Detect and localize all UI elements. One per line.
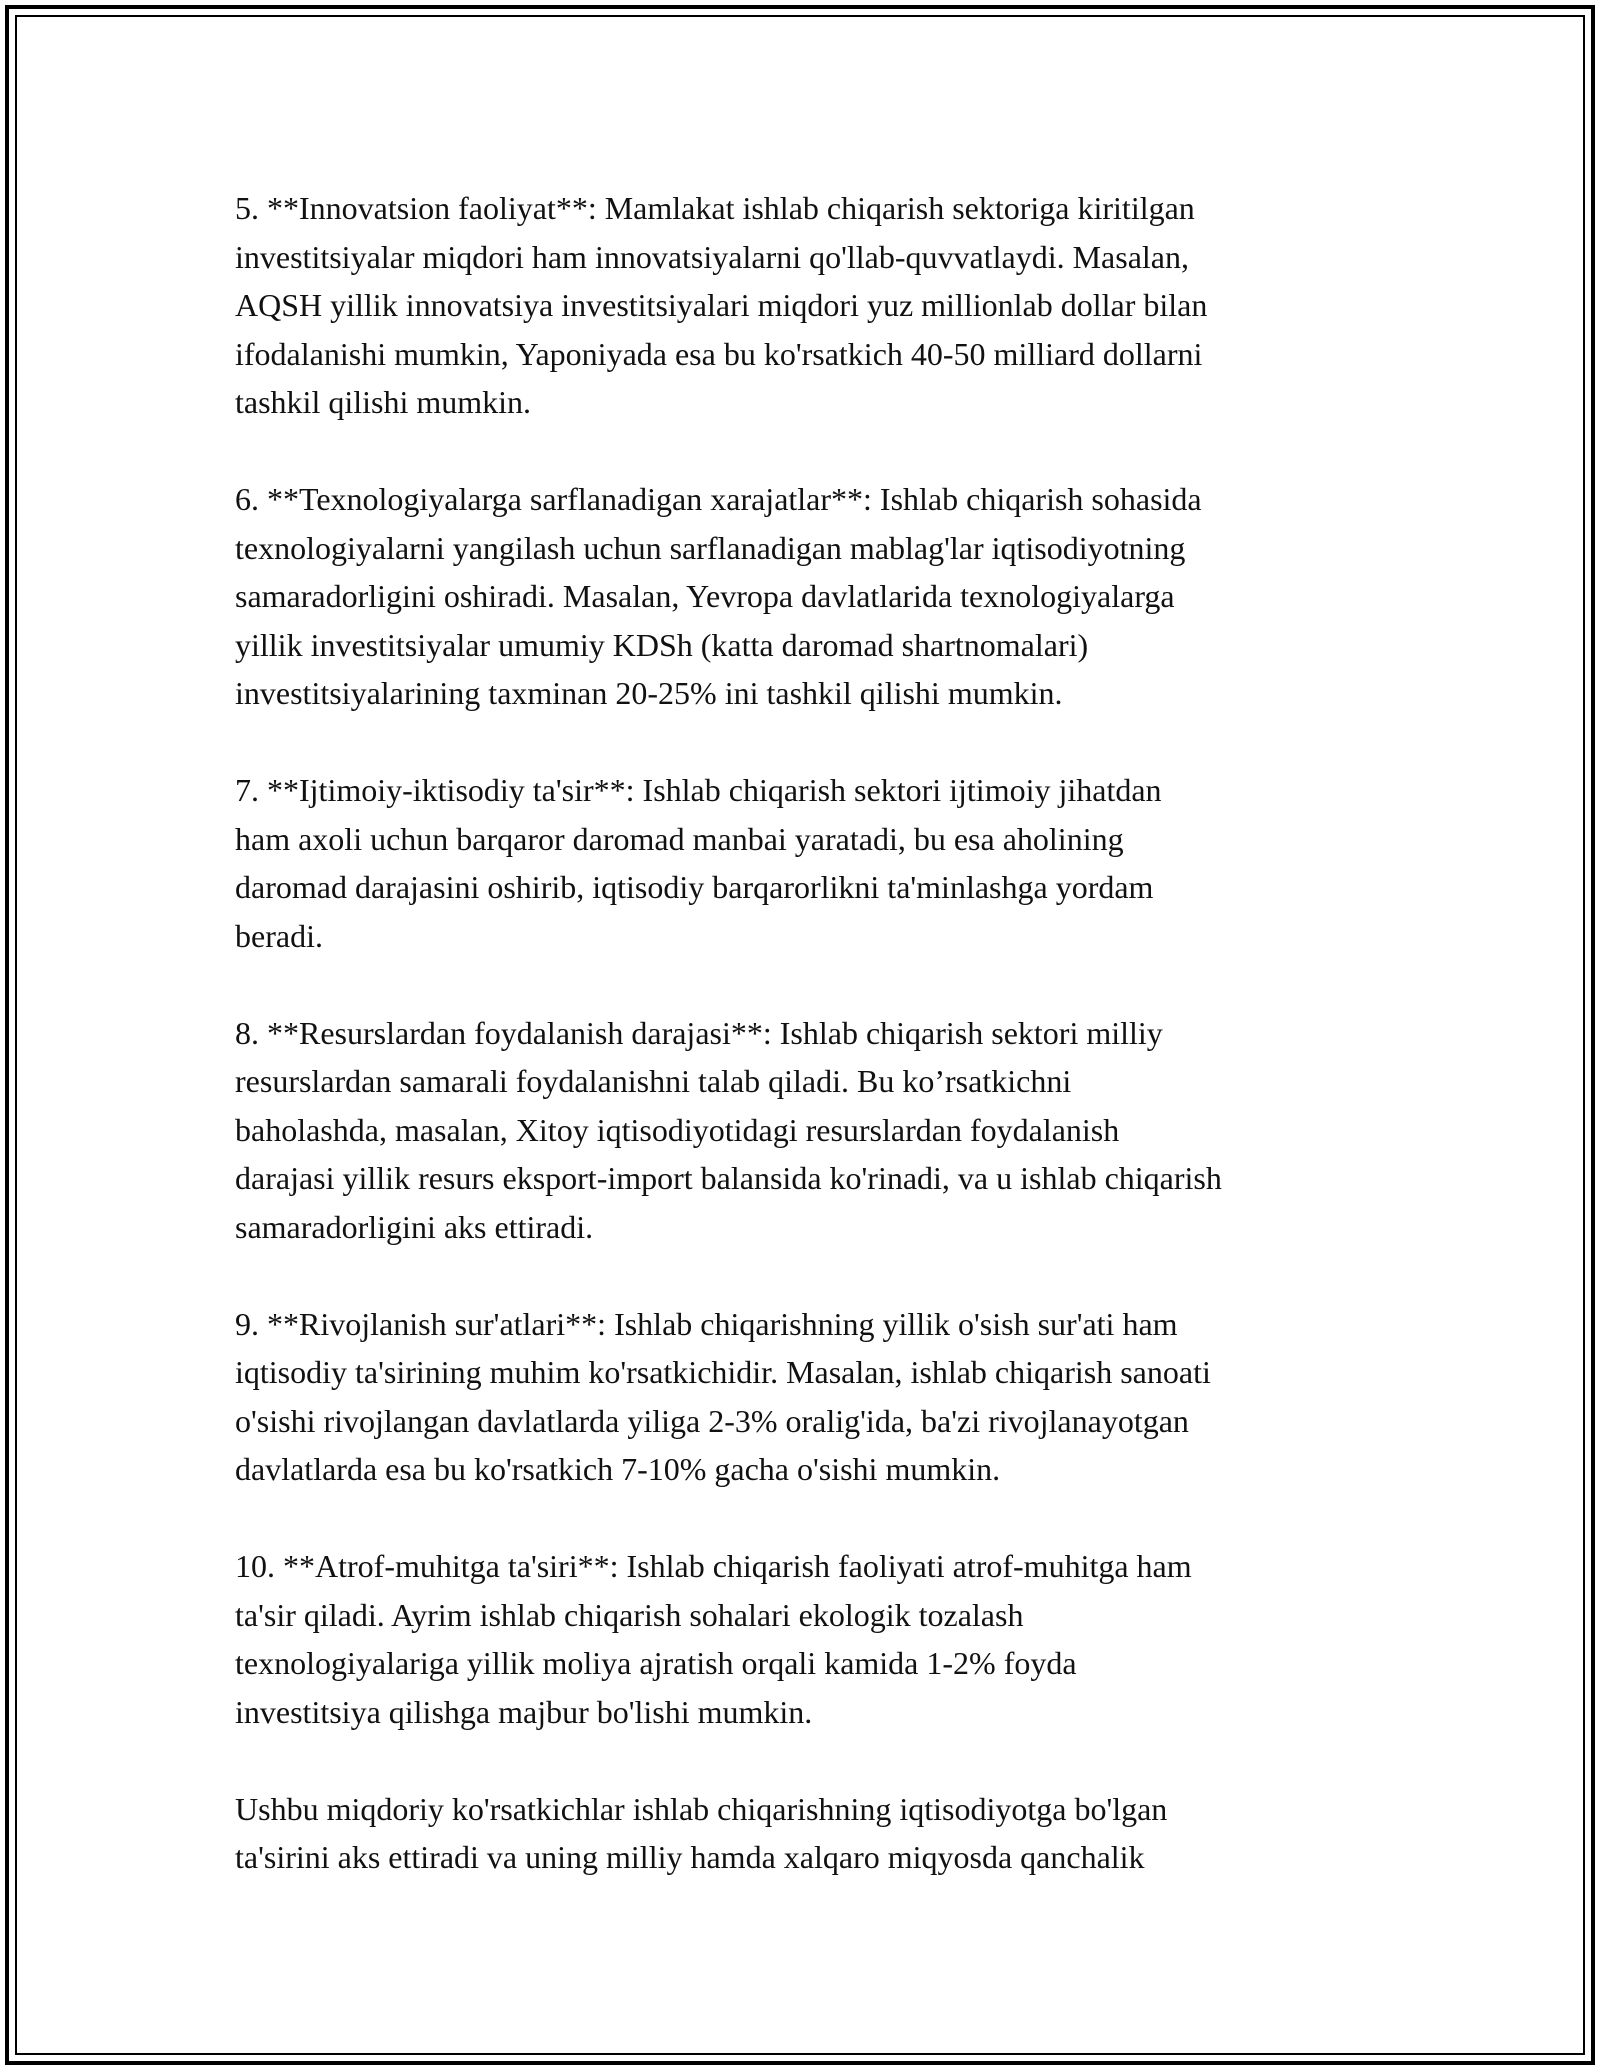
- text-line: ta'sirini aks ettiradi va uning milliy hamda xalqaro miqyosda qanchalik: [235, 1839, 1145, 1875]
- text-line: samaradorligini aks ettiradi.: [235, 1208, 594, 1245]
- text-line: ham axoli uchun barqaror daromad manbai yaratadi, bu esa aholining: [235, 820, 1124, 857]
- text-line: ta'sir qiladi. Ayrim ishlab chiqarish sohalari ekologik tozalash: [235, 1596, 1024, 1633]
- text-line: daromad darajasini oshirib, iqtisodiy barqarorlikni ta'minlashga yordam: [235, 869, 1154, 905]
- paragraph-innovatsion-faoliyat: [235, 184, 1395, 427]
- text-line: 6. **Texnologiyalarga sarflanadigan xarajatlar**: Ishlab chiqarish sohasida: [235, 481, 1202, 517]
- text-line: AQSH yillik innovatsiya investitsiyalari miqdori yuz millionlab dollar bilan: [235, 287, 1208, 323]
- text-line: 5. **Innovatsion faoliyat**: Mamlakat ishlab chiqarish sektoriga kiritilgan: [235, 190, 1195, 226]
- text-line: yillik investitsiyalar umumiy KDSh (katta daromad shartnomalari): [235, 626, 1089, 663]
- text-line: 8. **Resurslardan foydalanish darajasi**: Ishlab chiqarish sektori milliy: [235, 1014, 1163, 1051]
- text-line: beradi.: [235, 917, 323, 954]
- text-line: iqtisodiy ta'sirining muhim ko'rsatkichidir. Masalan, ishlab chiqarish sanoati: [235, 1354, 1211, 1390]
- text-line: ifodalanishi mumkin, Yaponiyada esa bu ko'rsatkich 40-50 milliard dollarni: [235, 335, 1203, 372]
- paragraph-texnologiyalarga-xarajatlar: [235, 475, 1395, 718]
- text-line: o'sishi rivojlangan davlatlarda yiliga 2-3% oralig'ida, ba'zi rivojlanayotgan: [235, 1402, 1189, 1439]
- text-line: investitsiya qilishga majbur bo'lishi mumkin.: [235, 1693, 813, 1730]
- text-line: baholashda, masalan, Xitoy iqtisodiyotidagi resurslardan foydalanish: [235, 1111, 1120, 1148]
- paragraph-atrof-muhitga-tasiri: [235, 1542, 1395, 1736]
- text-line: texnologiyalariga yillik moliya ajratish orqali kamida 1-2% foyda: [235, 1645, 1077, 1681]
- text-line: 10. **Atrof-muhitga ta'siri**: Ishlab chiqarish faoliyati atrof-muhitga ham: [235, 1548, 1192, 1584]
- text-line: resurslardan samarali foydalanishni talab qiladi. Bu ko’rsatkichni: [235, 1063, 1072, 1099]
- paragraph-ijtimoiy-iktisodiy-tasir: [235, 766, 1395, 960]
- document-body: [235, 184, 1395, 1882]
- text-line: texnologiyalarni yangilash uchun sarflanadigan mablag'lar iqtisodiyotning: [235, 529, 1186, 566]
- text-line: investitsiyalarining taxminan 20-25% ini tashkil qilishi mumkin.: [235, 675, 1063, 711]
- paragraph-rivojlanish-suratlari: [235, 1300, 1395, 1494]
- text-line: 7. **Ijtimoiy-iktisodiy ta'sir**: Ishlab chiqarish sektori ijtimoiy jihatdan: [235, 772, 1162, 808]
- text-line: Ushbu miqdoriy ko'rsatkichlar ishlab chiqarishning iqtisodiyotga bo'lgan: [235, 1790, 1168, 1827]
- text-line: darajasi yillik resurs eksport-import balansida ko'rinadi, va u ishlab chiqarish: [235, 1160, 1222, 1196]
- text-line: investitsiyalar miqdori ham innovatsiyalarni qo'llab-quvvatlaydi. Masalan,: [235, 238, 1189, 275]
- paragraph-ushbu-miqdoriy: [235, 1785, 1395, 1882]
- text-line: samaradorligini oshiradi. Masalan, Yevropa davlatlarida texnologiyalarga: [235, 578, 1175, 614]
- text-line: davlatlarda esa bu ko'rsatkich 7-10% gacha o'sishi mumkin.: [235, 1451, 1001, 1487]
- text-line: 9. **Rivojlanish sur'atlari**: Ishlab chiqarishning yillik o'sish sur'ati ham: [235, 1305, 1178, 1342]
- text-line: tashkil qilishi mumkin.: [235, 384, 532, 420]
- paragraph-resurslardan-foydalanish: [235, 1009, 1395, 1252]
